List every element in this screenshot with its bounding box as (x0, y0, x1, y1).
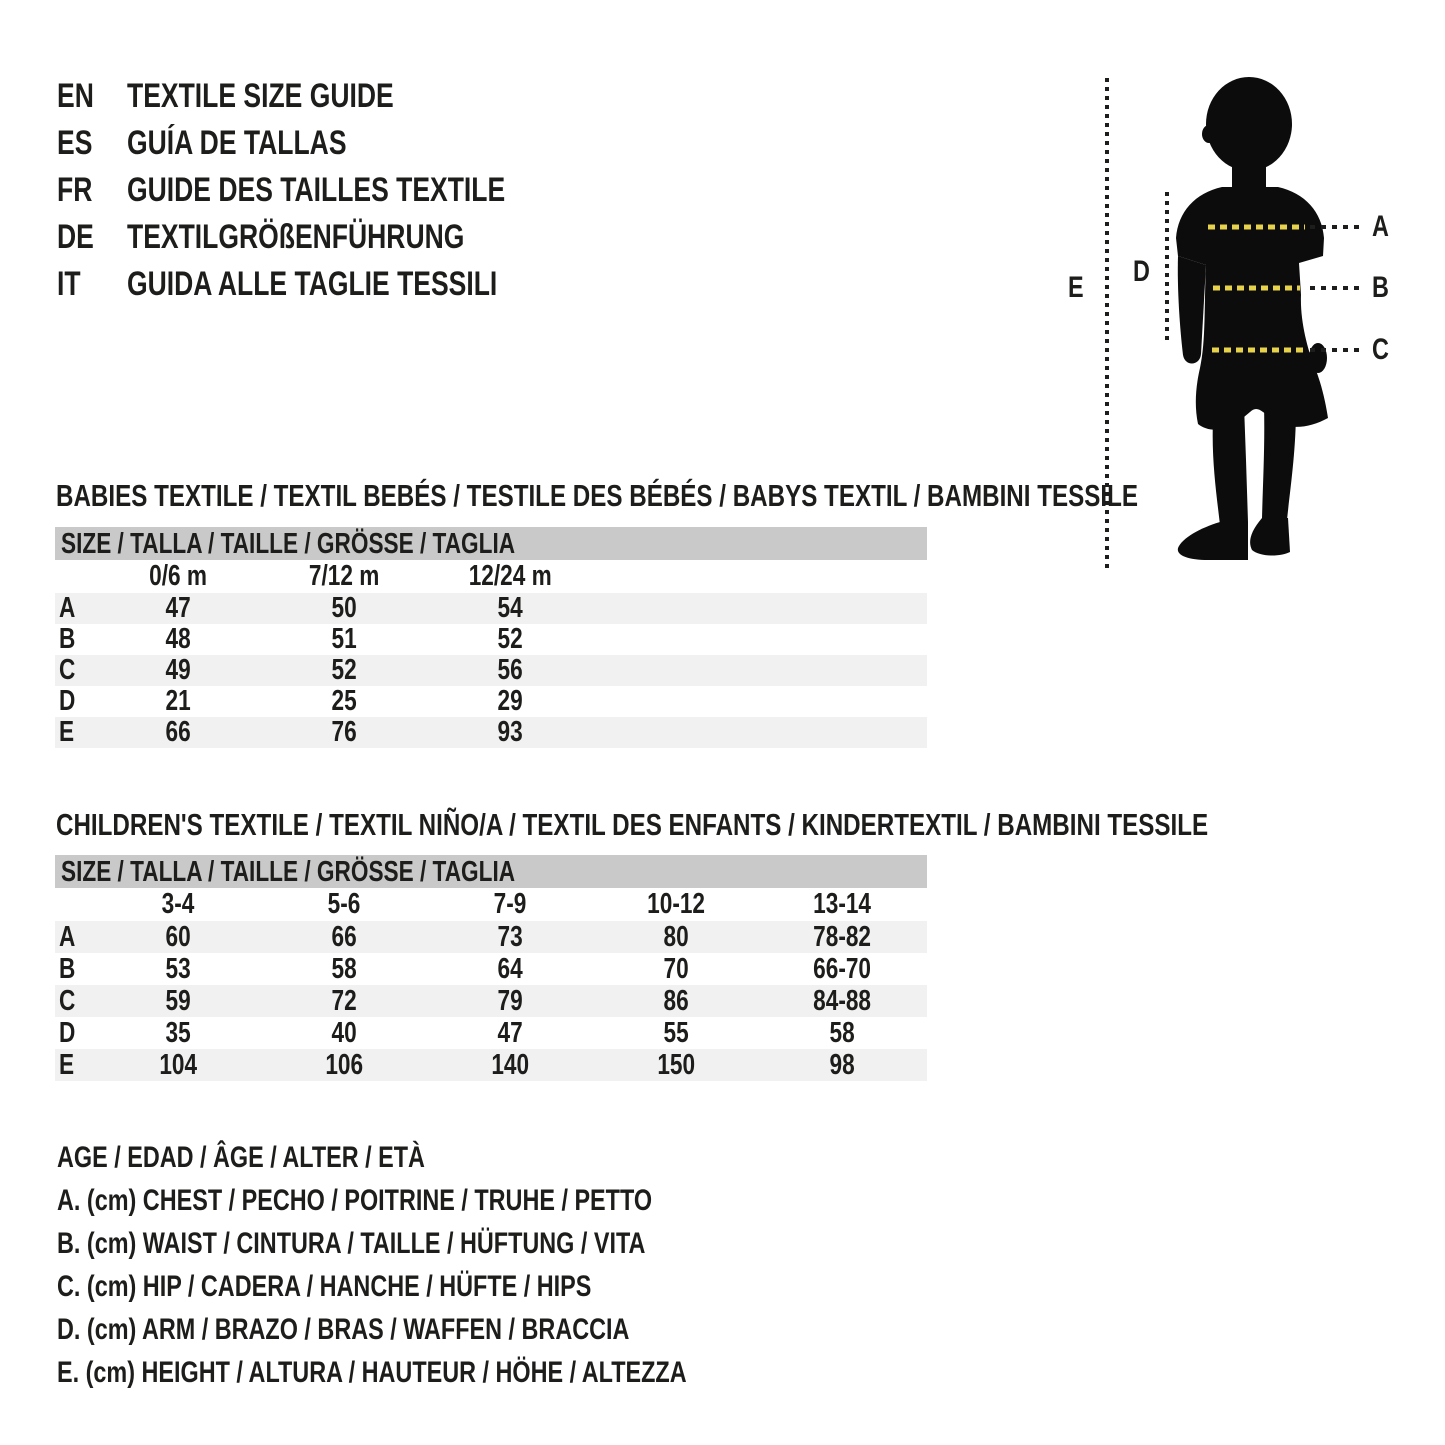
children-row-b-label: B (59, 953, 76, 985)
children-row-a: A 60 66 73 80 78-82 (55, 921, 927, 953)
babies-row-d: D 21 25 29 (55, 686, 927, 717)
legend-age: AGE / EDAD / ÂGE / ALTER / ETÀ (57, 1141, 425, 1174)
title-en: TEXTILE SIZE GUIDE (127, 77, 394, 115)
title-row-fr (57, 167, 612, 214)
babies-col-2: 12/24 m (468, 560, 552, 592)
babies-row-d-label: D (59, 685, 76, 717)
legend-height: E. (cm) HEIGHT / ALTURA / HAUTEUR / HÖHE / ALTEZZA (57, 1356, 687, 1389)
title-row-it (57, 261, 612, 308)
legend-waist: B. (cm) WAIST / CINTURA / TAILLE / HÜFTUNG / VITA (57, 1227, 646, 1260)
babies-section-heading: BABIES TEXTILE / TEXTIL BEBÉS / TESTILE DES BÉBÉS / BABYS TEXTIL / BAMBINI TESSILE (56, 478, 1138, 513)
babies-size-table (55, 527, 927, 748)
lang-code-de: DE (57, 218, 94, 256)
measure-label-b: B (1372, 271, 1389, 304)
children-row-c: C 59 72 79 86 84-88 (55, 985, 927, 1017)
babies-size-header-bar: SIZE / TALLA / TAILLE / GRÖSSE / TAGLIA (55, 527, 927, 560)
measurement-legend (57, 1136, 864, 1394)
title-es: GUÍA DE TALLAS (127, 124, 347, 162)
legend-chest: A. (cm) CHEST / PECHO / POITRINE / TRUHE / PETTO (57, 1184, 653, 1217)
lang-code-fr: FR (57, 171, 93, 209)
measure-label-a: A (1372, 210, 1389, 243)
measure-label-d: D (1133, 255, 1150, 288)
babies-row-e-label: E (59, 716, 75, 748)
babies-col-0: 0/6 m (149, 560, 207, 592)
children-col-2: 7-9 (493, 888, 527, 920)
title-it: GUIDA ALLE TAGLIE TESSILI (127, 265, 498, 303)
title-row-es (57, 120, 612, 167)
children-size-header-bar: SIZE / TALLA / TAILLE / GRÖSSE / TAGLIA (55, 855, 927, 888)
children-row-d-label: D (59, 1017, 76, 1049)
title-block (57, 73, 612, 308)
babies-row-a: A 47 50 54 (55, 593, 927, 624)
babies-row-c: C 49 52 56 (55, 655, 927, 686)
lang-code-en: EN (57, 77, 94, 115)
children-row-e: E 104 106 140 150 98 (55, 1049, 927, 1081)
babies-row-c-label: C (59, 654, 76, 686)
legend-hip: C. (cm) HIP / CADERA / HANCHE / HÜFTE / HIPS (57, 1270, 592, 1303)
title-fr: GUIDE DES TAILLES TEXTILE (127, 171, 506, 209)
children-col-1: 5-6 (327, 888, 361, 920)
title-de: TEXTILGRÖßENFÜHRUNG (127, 218, 465, 256)
legend-arm: D. (cm) ARM / BRAZO / BRAS / WAFFEN / BRACCIA (57, 1313, 630, 1346)
title-row-en (57, 73, 612, 120)
children-row-d: D 35 40 47 55 58 (55, 1017, 927, 1049)
babies-row-b: B 48 51 52 (55, 624, 927, 655)
lang-code-es: ES (57, 124, 93, 162)
children-size-table (55, 855, 927, 1081)
babies-column-header-row (55, 560, 927, 593)
measure-label-e: E (1068, 271, 1084, 304)
children-col-3: 10-12 (647, 888, 705, 920)
children-section-heading: CHILDREN'S TEXTILE / TEXTIL NIÑO/A / TEXTIL DES ENFANTS / KINDERTEXTIL / BAMBINI TESSILE (56, 807, 1209, 842)
child-silhouette-figure (1060, 60, 1445, 600)
children-row-a-label: A (59, 921, 76, 953)
children-col-4: 13-14 (813, 888, 871, 920)
lang-code-it: IT (57, 265, 81, 303)
children-col-0: 3-4 (161, 888, 195, 920)
babies-row-b-label: B (59, 623, 76, 655)
measure-label-c: C (1372, 333, 1389, 366)
babies-col-1: 7/12 m (308, 560, 380, 592)
children-column-header-row (55, 888, 927, 921)
babies-row-e: E 66 76 93 (55, 717, 927, 748)
title-row-de (57, 214, 612, 261)
children-row-e-label: E (59, 1049, 75, 1081)
babies-row-a-label: A (59, 592, 76, 624)
children-row-b: B 53 58 64 70 66-70 (55, 953, 927, 985)
children-row-c-label: C (59, 985, 76, 1017)
